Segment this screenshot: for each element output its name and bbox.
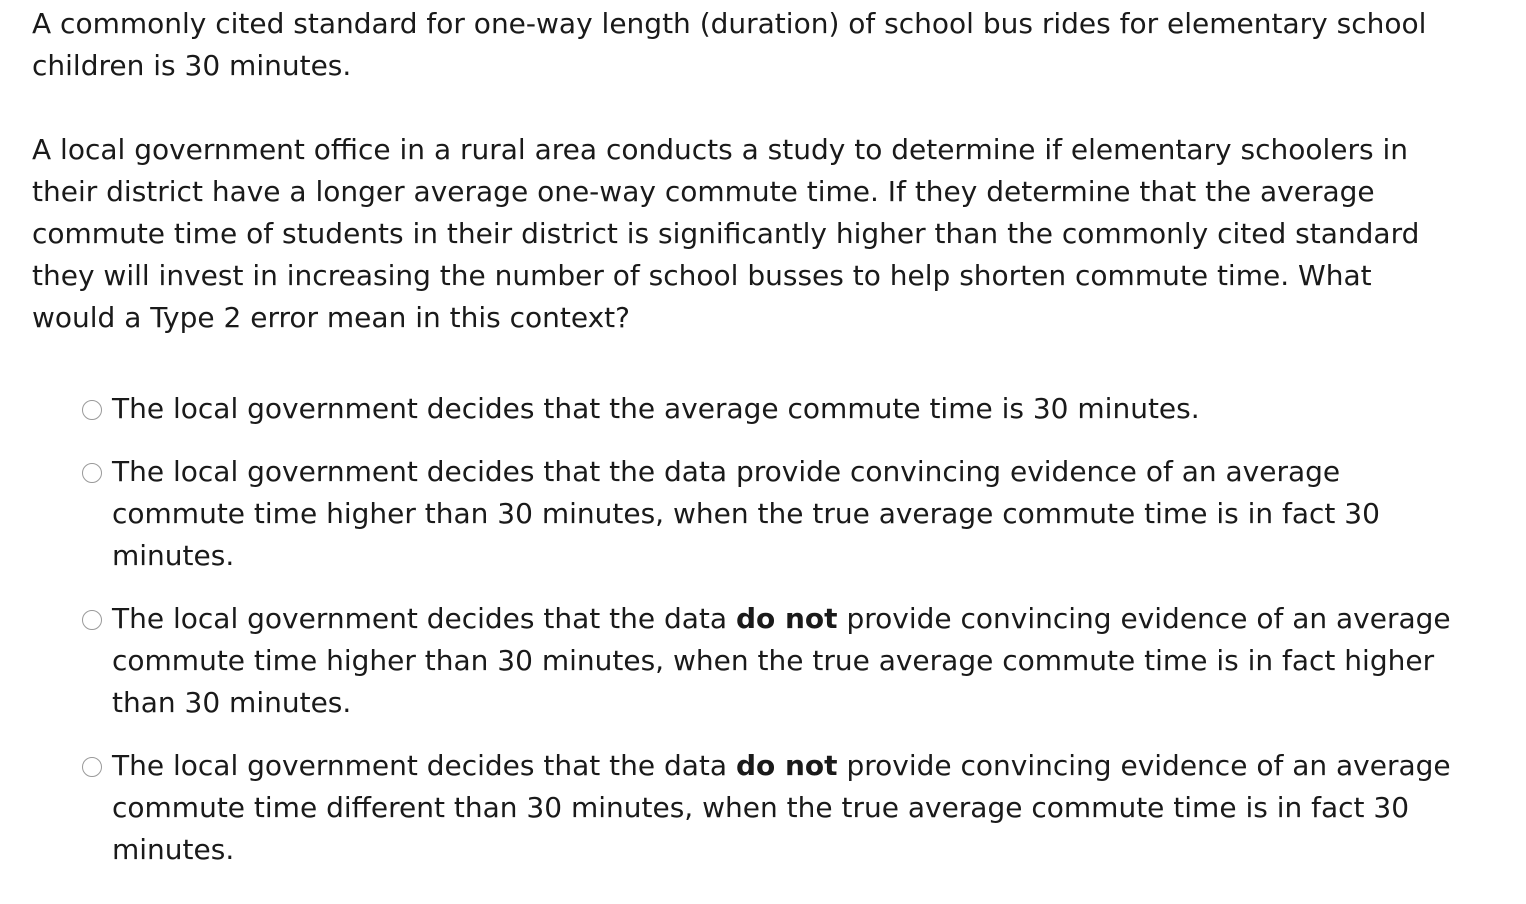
question-paragraph-1: A commonly cited standard for one-way length (duration) of school bus rides for elementary school children is 30 minutes. — [32, 7, 1427, 82]
option-3-text-after: provide convincing evidence of an average commute time higher than 30 minutes, when the true average commute time is in fact higher than 30 minutes. — [112, 602, 1451, 719]
radio-button-option-1[interactable] — [82, 400, 102, 420]
answer-options — [80, 388, 1460, 871]
radio-button-option-3[interactable] — [82, 610, 102, 630]
answer-option-2[interactable] — [80, 451, 1460, 577]
question-stem — [32, 3, 1452, 339]
answer-option-1[interactable] — [80, 388, 1460, 430]
radio-button-option-2[interactable] — [82, 463, 102, 483]
option-4-emphasis: do not — [735, 749, 838, 782]
option-4-text-after: provide convincing evidence of an average commute time different than 30 minutes, when the true average commute time is in fact 30 minutes. — [112, 749, 1451, 866]
option-1-label — [112, 388, 1460, 430]
radio-button-option-4[interactable] — [82, 757, 102, 777]
answer-option-4[interactable] — [80, 745, 1460, 871]
question-paragraph-2: A local government office in a rural area conducts a study to determine if elementary schoolers in their district have a longer average one-way commute time. If they determine that the average commute time of students in their district is significantly higher than the commonly cited standard they will invest in increasing the number of school busses to help shorten commute time. What would a Type 2 error mean in this context? — [32, 133, 1420, 334]
option-2-text: The local government decides that the data provide convincing evidence of an average commute time higher than 30 minutes, when the true average commute time is in fact 30 minutes. — [112, 455, 1380, 572]
option-3-emphasis: do not — [735, 602, 838, 635]
option-2-label — [112, 451, 1460, 577]
answer-option-3[interactable] — [80, 598, 1460, 724]
option-3-label — [112, 598, 1460, 724]
option-4-label — [112, 745, 1460, 871]
option-3-text-before: The local government decides that the data — [112, 602, 736, 635]
option-4-text-before: The local government decides that the data — [112, 749, 736, 782]
option-1-text: The local government decides that the average commute time is 30 minutes. — [112, 392, 1200, 425]
